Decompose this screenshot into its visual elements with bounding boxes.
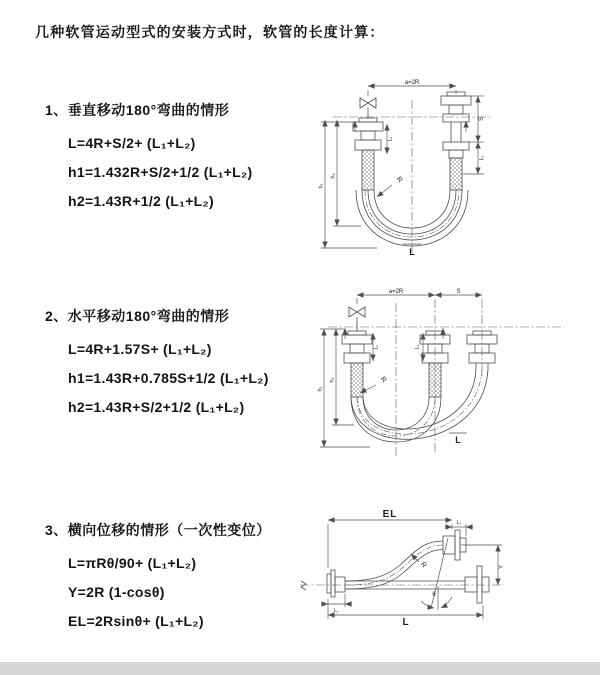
dim-label-length: L [455, 435, 461, 445]
pipe-assembly-middle [420, 331, 450, 397]
scan-edge-shadow [0, 662, 600, 675]
dim-label-l1: L₁ [387, 136, 394, 142]
dim-label-h2: h₂ [329, 377, 336, 383]
dim-label-y: Y [499, 564, 505, 570]
dim-label-l2: L₂ [414, 344, 421, 350]
radius-and-angle [411, 538, 452, 610]
flange-left [327, 570, 345, 597]
valve-icon [349, 307, 365, 331]
dim-label-h1: h₁ [317, 386, 324, 392]
dim-label-theta: θ [432, 592, 436, 598]
dim-label-span: a=2R [404, 80, 420, 86]
dim-label-s: S [479, 116, 485, 122]
hose-u-curves-outer-displaced [351, 369, 488, 439]
top-dimension [368, 80, 456, 96]
radius-callout [377, 176, 403, 197]
fitting-dimensions [373, 333, 423, 361]
diagram-lateral-displacement [298, 500, 594, 660]
hose-s-curve [345, 541, 443, 589]
el-dimension [328, 509, 452, 568]
fitting-dimension-left [387, 124, 394, 154]
formula-h2: h2=1.43R+S/2+1/2 (L₁+L₂) [68, 399, 245, 415]
pipe-assembly-left [342, 331, 372, 397]
section-2-heading: 2、水平移动180°弯曲的情形 [45, 308, 230, 324]
dim-label-s: S [456, 289, 461, 295]
formula-h1: h1=1.432R+S/2+1/2 (L₁+L₂) [68, 164, 253, 180]
section-vertical-180 [45, 100, 345, 221]
formula-L: L=4R+S/2+ (L₁+L₂) [68, 135, 196, 151]
dim-label-h1: h₁ [318, 183, 325, 189]
formula-Y: Y=2R (1-cosθ) [68, 584, 165, 600]
dim-label-l2: L₂ [479, 155, 485, 161]
dim-label-radius: R [394, 175, 404, 185]
valve-icon [360, 98, 376, 118]
section-3-heading: 3、横向位移的情形（一次性变位） [45, 522, 271, 538]
break-symbol [301, 581, 306, 590]
dim-label-l1: L₁ [333, 608, 339, 614]
dim-label-l1: L₁ [373, 344, 380, 350]
dim-label-length: L [402, 617, 410, 628]
section-horizontal-180 [45, 306, 345, 427]
formula-L: L=πRθ/90+ (L₁+L₂) [68, 555, 197, 571]
right-dimensions [463, 96, 485, 174]
radius-callout [360, 376, 387, 393]
left-height-dimensions [318, 328, 444, 447]
l2-dimension [445, 520, 473, 536]
pipe-assembly-right [441, 92, 471, 190]
centerlines [330, 100, 491, 254]
diagram-horizontal-180-bend [310, 285, 582, 463]
page-title: 几种软管运动型式的安装方式时，软管的长度计算： [35, 24, 385, 40]
formula-h1: h1=1.43R+0.785S+1/2 (L₁+L₂) [68, 370, 269, 386]
dim-label-l2: L₂ [456, 520, 462, 526]
pipe-assembly-left [353, 118, 383, 190]
y-dimension [461, 545, 505, 585]
dim-label-span: a=2R [388, 289, 404, 295]
formula-EL: EL=2Rsinθ+ (L₁+L₂) [68, 613, 204, 629]
formula-h2: h2=1.43R+1/2 (L₁+L₂) [68, 193, 215, 209]
diagram-vertical-180-bend [313, 78, 575, 262]
dim-label-el: EL [382, 509, 398, 520]
straight-pipe-original [345, 566, 489, 603]
dim-label-length: L [409, 247, 415, 257]
l1-dimension [321, 594, 352, 614]
length-label [449, 433, 467, 445]
section-1-heading: 1、垂直移动180°弯曲的情形 [45, 102, 230, 118]
dim-label-h2: h₂ [330, 173, 337, 179]
dim-label-radius: R [418, 561, 428, 570]
formula-L: L=4R+1.57S+ (L₁+L₂) [68, 341, 212, 357]
l-dimension [328, 599, 483, 628]
top-dimensions [357, 289, 482, 304]
dim-label-radius: R [378, 375, 388, 385]
